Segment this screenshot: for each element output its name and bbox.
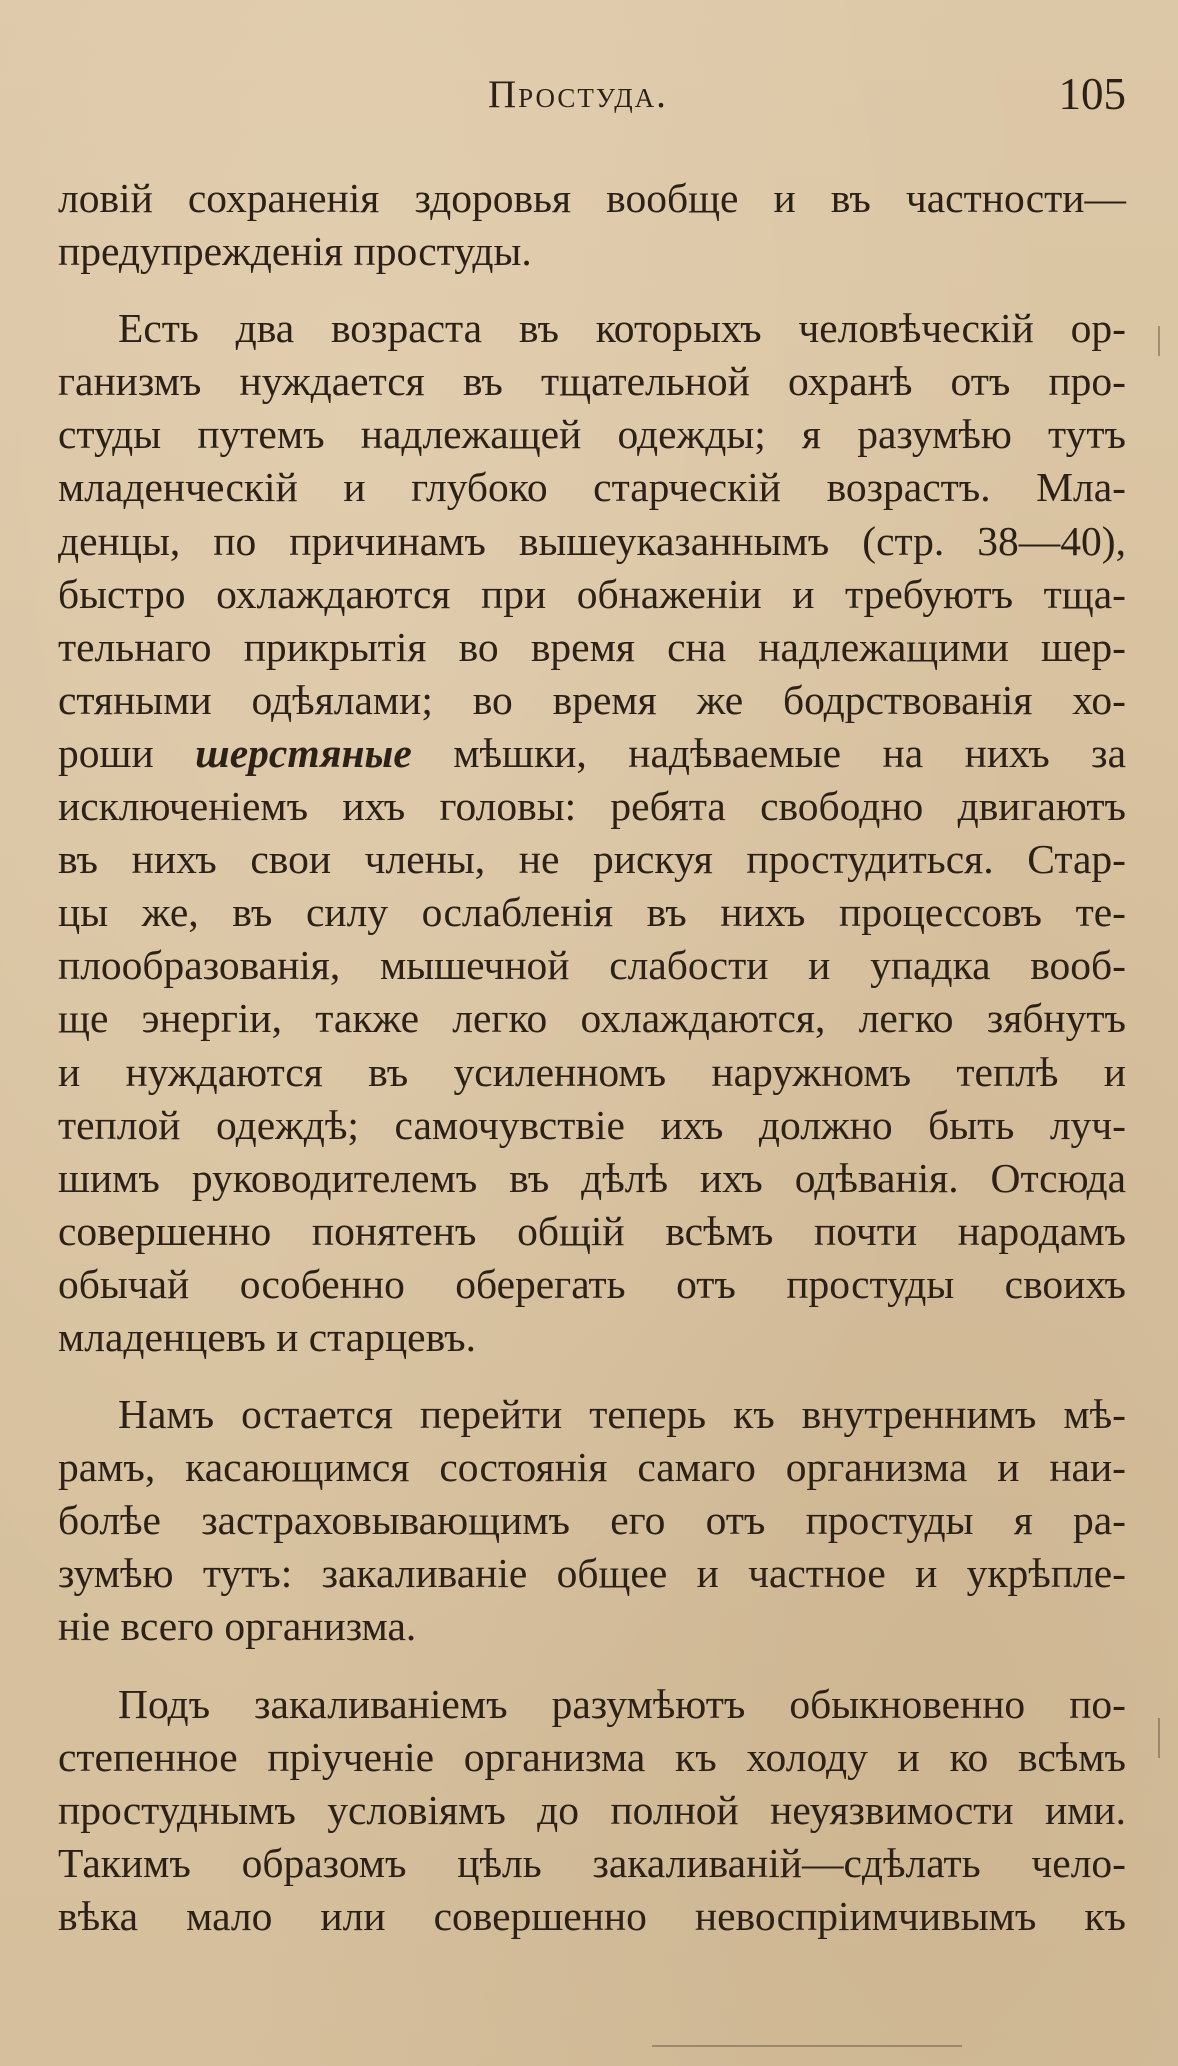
text-line: зумѣю тутъ: закаливаніе общее и частное и укрѣпле- [58,1550,1126,1597]
text-line-with-emphasis [58,727,1126,780]
text-line: младенческій и глубоко старческій возрастъ. Мла- [58,464,1126,511]
paragraph-3 [58,1388,1126,1653]
text-line: Подъ закаливаніемъ разумѣютъ обыкновенно по- [118,1680,1126,1727]
page-number: 105 [1058,69,1126,119]
text-line: въ нихъ свои члены, не рискуя простудиться. Стар- [58,836,1126,883]
text-line: рамъ, касающимся состоянія самаго организма и наи- [58,1444,1126,1491]
text-line: Такимъ образомъ цѣль закаливаній—сдѣлать чело- [58,1839,1126,1886]
text-line: студы путемъ надлежащей одежды; я разумѣю тутъ [58,411,1126,458]
paragraph-2 [58,302,1126,1364]
text-line: ловій сохраненія здоровья вообще и въ частности— [58,175,1126,221]
text-line: ганизмъ нуждается въ тщательной охранѣ отъ про- [58,358,1126,405]
text-line: шимъ руководителемъ въ дѣлѣ ихъ одѣванія. Отсюда [58,1154,1126,1201]
text-line: болѣе застраховывающимъ его отъ простуды я ра- [58,1497,1126,1544]
paragraph-1 [58,172,1126,278]
text-line: теплой одеждѣ; самочувствіе ихъ должно быть луч- [58,1101,1126,1148]
text-line: ще энергіи, также легко охлаждаются, легко зябнутъ [58,995,1126,1042]
text-line: исключеніемъ ихъ головы: ребята свободно двигаютъ [58,783,1126,830]
line-suffix: мѣшки, надѣваемые на нихъ за [411,729,1126,776]
text-line: Намъ остается перейти теперь къ внутреннимъ мѣ- [118,1391,1126,1438]
text-line: и нуждаются въ усиленномъ наружномъ теплѣ и [58,1048,1126,1095]
text-line: степенное пріученіе организма къ холоду и ко всѣмъ [58,1733,1126,1780]
paragraph-4 [58,1678,1126,1943]
text-line: обычай особенно оберегать отъ простуды своихъ [58,1260,1126,1307]
text-line: быстро охлаждаются при обнаженіи и требуютъ тща- [58,570,1126,617]
text-line: младенцевъ и старцевъ. [58,1313,476,1360]
text-line: плообразованія, мышечной слабости и упадка вооб- [58,942,1126,989]
margin-pencil-mark [1158,326,1160,356]
line-prefix: роши [58,729,196,776]
margin-pencil-mark [1158,1718,1160,1758]
pencil-underline [652,2045,962,2047]
running-title: Простуда. [488,73,668,116]
text-line: ніе всего организма. [58,1603,417,1650]
text-line: стяными одѣялами; во время же бодрствованія хо- [58,676,1126,723]
text-line: тельнаго прикрытія во время сна надлежащими шер- [58,623,1126,670]
text-line: совершенно понятенъ общій всѣмъ почти народамъ [58,1207,1126,1254]
text-line: денцы, по причинамъ вышеуказаннымъ (стр. 38—40), [58,517,1126,564]
text-line: цы же, въ силу ослабленія въ нихъ процессовъ те- [58,889,1126,936]
emphasized-word: шерстяные [195,729,412,776]
text-line: простуднымъ условіямъ до полной неуязвимости ими. [58,1786,1126,1833]
text-line: предупрежденія простуды. [58,228,532,275]
text-line: вѣка мало или совершенно невоспріимчивымъ къ [58,1892,1126,1939]
body-text [58,172,1126,1943]
text-line: Есть два возраста въ которыхъ человѣческій ор- [118,305,1126,352]
